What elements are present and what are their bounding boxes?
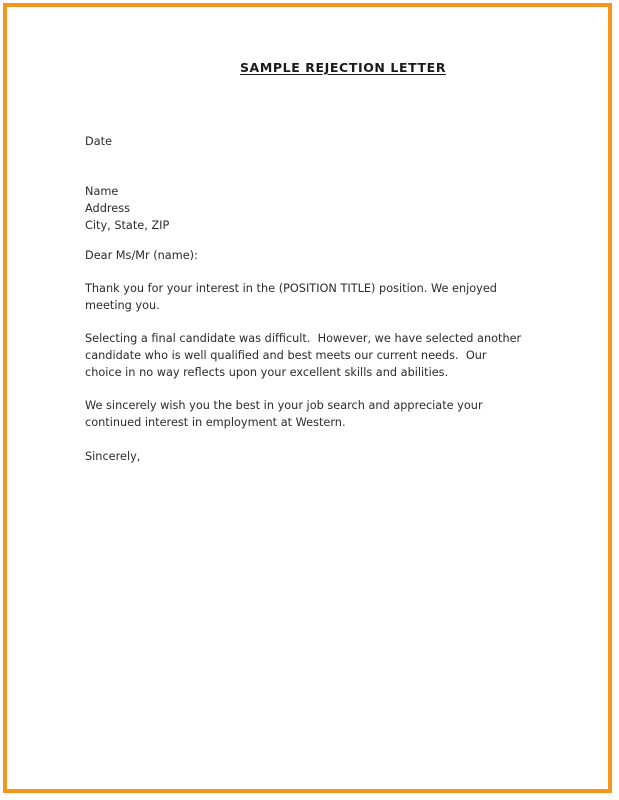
spacer-before-paragraph-3 — [85, 381, 535, 397]
spacer-before-recipient — [85, 150, 535, 183]
paragraph-3-line-1: We sincerely wish you the best in your job search and appreciate your — [85, 399, 483, 412]
letter-body — [85, 60, 535, 465]
paragraph-2-line-1: Selecting a final candidate was difficult. However, we have selected another — [85, 332, 522, 345]
spacer-before-paragraph-2 — [85, 314, 535, 330]
closing-block — [85, 448, 535, 465]
salutation: Dear Ms/Mr (name): — [85, 249, 198, 262]
spacer-after-title — [85, 75, 535, 133]
paragraph-1-line-1: Thank you for your interest in the (POSITION TITLE) position. We enjoyed — [85, 282, 497, 295]
paragraph-2 — [85, 330, 535, 381]
spacer-before-closing — [85, 431, 535, 448]
paragraph-3 — [85, 397, 535, 431]
recipient-address: Address — [85, 202, 130, 215]
date-placeholder: Date — [85, 135, 113, 148]
paragraph-3-line-2: continued interest in employment at Western. — [85, 416, 346, 429]
paragraph-2-line-2: candidate who is well qualified and best meets our current needs. Our — [85, 349, 487, 362]
closing-salutation: Sincerely, — [85, 450, 141, 463]
spacer-before-paragraph-1 — [85, 264, 535, 280]
recipient-address-block — [85, 183, 535, 234]
paragraph-1 — [85, 280, 535, 314]
recipient-city-state-zip: City, State, ZIP — [85, 219, 170, 232]
page-title: SAMPLE REJECTION LETTER — [239, 60, 447, 75]
paragraph-2-line-3: choice in no way reflects upon your excellent skills and abilities. — [85, 366, 449, 379]
recipient-name: Name — [85, 185, 119, 198]
salutation-block — [85, 247, 535, 264]
paragraph-1-line-2: meeting you. — [85, 299, 160, 312]
spacer-before-salutation — [85, 234, 535, 247]
date-block — [85, 133, 535, 150]
